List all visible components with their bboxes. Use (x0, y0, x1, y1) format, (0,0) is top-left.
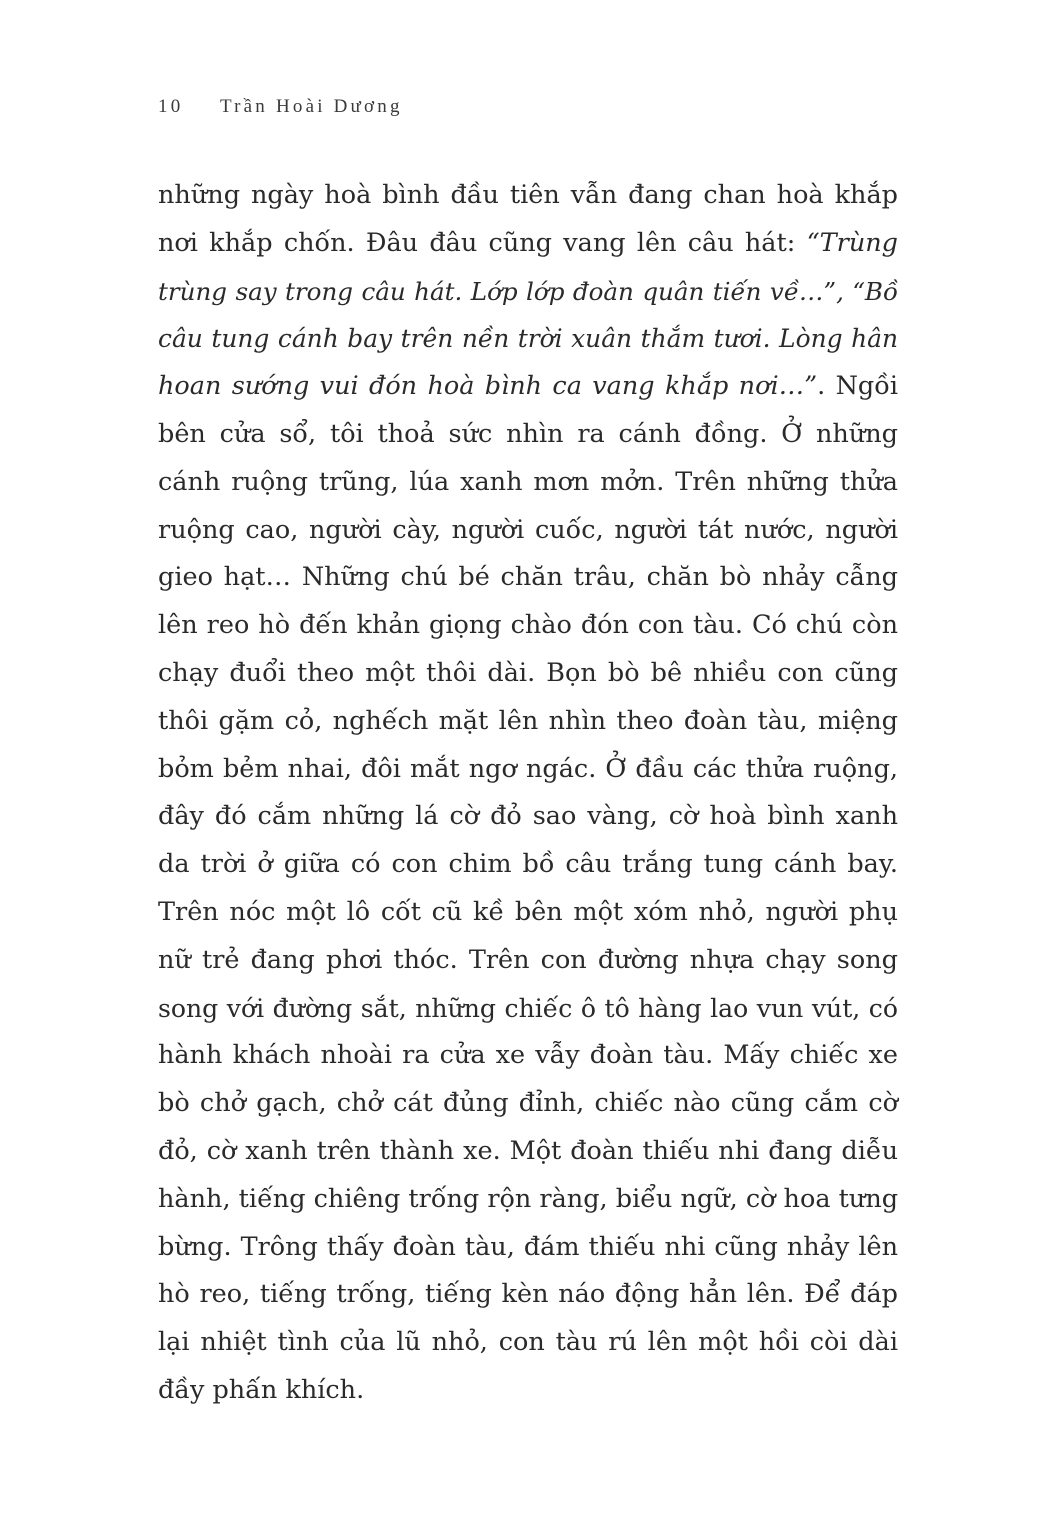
text-segment: bên cửa sổ, tôi thoả sức nhìn ra cánh đồng. Ở những (158, 418, 898, 449)
text-line (158, 1319, 898, 1367)
italic-text-segment: hoan sướng vui đón hoà bình ca vang khắp nơi…” (158, 371, 818, 402)
text-line (158, 268, 898, 316)
italic-text-segment: “Trùng (806, 227, 898, 258)
text-segment: . Ngồi (817, 371, 898, 402)
text-segment: nữ trẻ đang phơi thóc. Trên con đường nhựa chạy song (158, 944, 898, 975)
running-head (158, 96, 403, 118)
text-line (158, 650, 898, 698)
text-segment: Trên nóc một lô cốt cũ kề bên một xóm nhỏ, người phụ (158, 896, 898, 927)
text-line (158, 698, 898, 746)
text-line (158, 459, 898, 507)
text-segment: những ngày hoà bình đầu tiên vẫn đang chan hoà khắp (158, 180, 898, 210)
text-line (158, 1176, 898, 1224)
text-segment: đỏ, cờ xanh trên thành xe. Một đoàn thiếu nhi đang diễu (158, 1135, 898, 1166)
text-segment: hành, tiếng chiêng trống rộn ràng, biểu ngữ, cờ hoa tưng (158, 1183, 899, 1214)
text-segment: bò chở gạch, chở cát đủng đỉnh, chiếc nào cũng cắm cờ (158, 1088, 898, 1119)
text-line (158, 554, 898, 602)
italic-text-segment: trùng say trong câu hát. Lớp lớp đoàn quân tiến về…”, “Bồ (158, 276, 898, 306)
text-line (158, 841, 898, 889)
text-segment: gieo hạt… Những chú bé chăn trâu, chăn bò nhảy cẫng (158, 562, 898, 593)
page-number: 10 (158, 96, 184, 117)
text-segment: thôi gặm cỏ, nghếch mặt lên nhìn theo đoàn tàu, miệng (158, 705, 898, 736)
text-line (158, 889, 898, 937)
author-name: Trần Hoài Dương (220, 96, 403, 117)
text-line (158, 746, 898, 794)
text-segment: nơi khắp chốn. Đâu đâu cũng vang lên câu hát: (158, 227, 807, 258)
text-segment: lên reo hò đến khản giọng chào đón con tàu. Có chú còn (158, 610, 898, 641)
text-line (158, 1032, 898, 1080)
italic-text-segment: câu tung cánh bay trên nền trời xuân thắm tươi. Lòng hân (158, 324, 898, 354)
text-line (158, 1271, 898, 1319)
text-line (158, 507, 898, 555)
text-line (158, 363, 898, 411)
text-line (158, 1367, 898, 1415)
body-paragraph (158, 172, 898, 1415)
text-segment: chạy đuổi theo một thôi dài. Bọn bò bê nhiều con cũng (158, 657, 898, 688)
text-line (158, 220, 898, 268)
text-line (158, 1128, 898, 1176)
text-segment: bừng. Trông thấy đoàn tàu, đám thiếu nhi cũng nhảy lên (158, 1231, 898, 1262)
text-line (158, 1080, 898, 1128)
text-segment: đầy phấn khích. (158, 1374, 365, 1405)
text-line (158, 793, 898, 841)
text-segment: song với đường sắt, những chiếc ô tô hàng lao vun vút, có (158, 993, 898, 1023)
text-segment: hò reo, tiếng trống, tiếng kèn náo động hẳn lên. Để đáp (158, 1279, 898, 1310)
text-segment: lại nhiệt tình của lũ nhỏ, con tàu rú lên một hồi còi dài (158, 1327, 898, 1358)
text-segment: bỏm bẻm nhai, đôi mắt ngơ ngác. Ở đầu các thửa ruộng, (158, 753, 898, 784)
text-line (158, 1224, 898, 1272)
text-line (158, 315, 898, 363)
text-segment: ruộng cao, người cày, người cuốc, người tát nước, người (158, 514, 898, 545)
text-line (158, 411, 898, 459)
text-line (158, 602, 898, 650)
text-segment: hành khách nhoài ra cửa xe vẫy đoàn tàu. Mấy chiếc xe (158, 1040, 898, 1071)
text-line (158, 985, 898, 1033)
text-segment: đây đó cắm những lá cờ đỏ sao vàng, cờ hoà bình xanh (158, 801, 898, 832)
text-segment: cánh ruộng trũng, lúa xanh mơn mởn. Trên những thửa (158, 466, 898, 497)
text-line (158, 172, 898, 220)
text-segment: da trời ở giữa có con chim bồ câu trắng tung cánh bay. (158, 849, 898, 880)
text-line (158, 937, 898, 985)
